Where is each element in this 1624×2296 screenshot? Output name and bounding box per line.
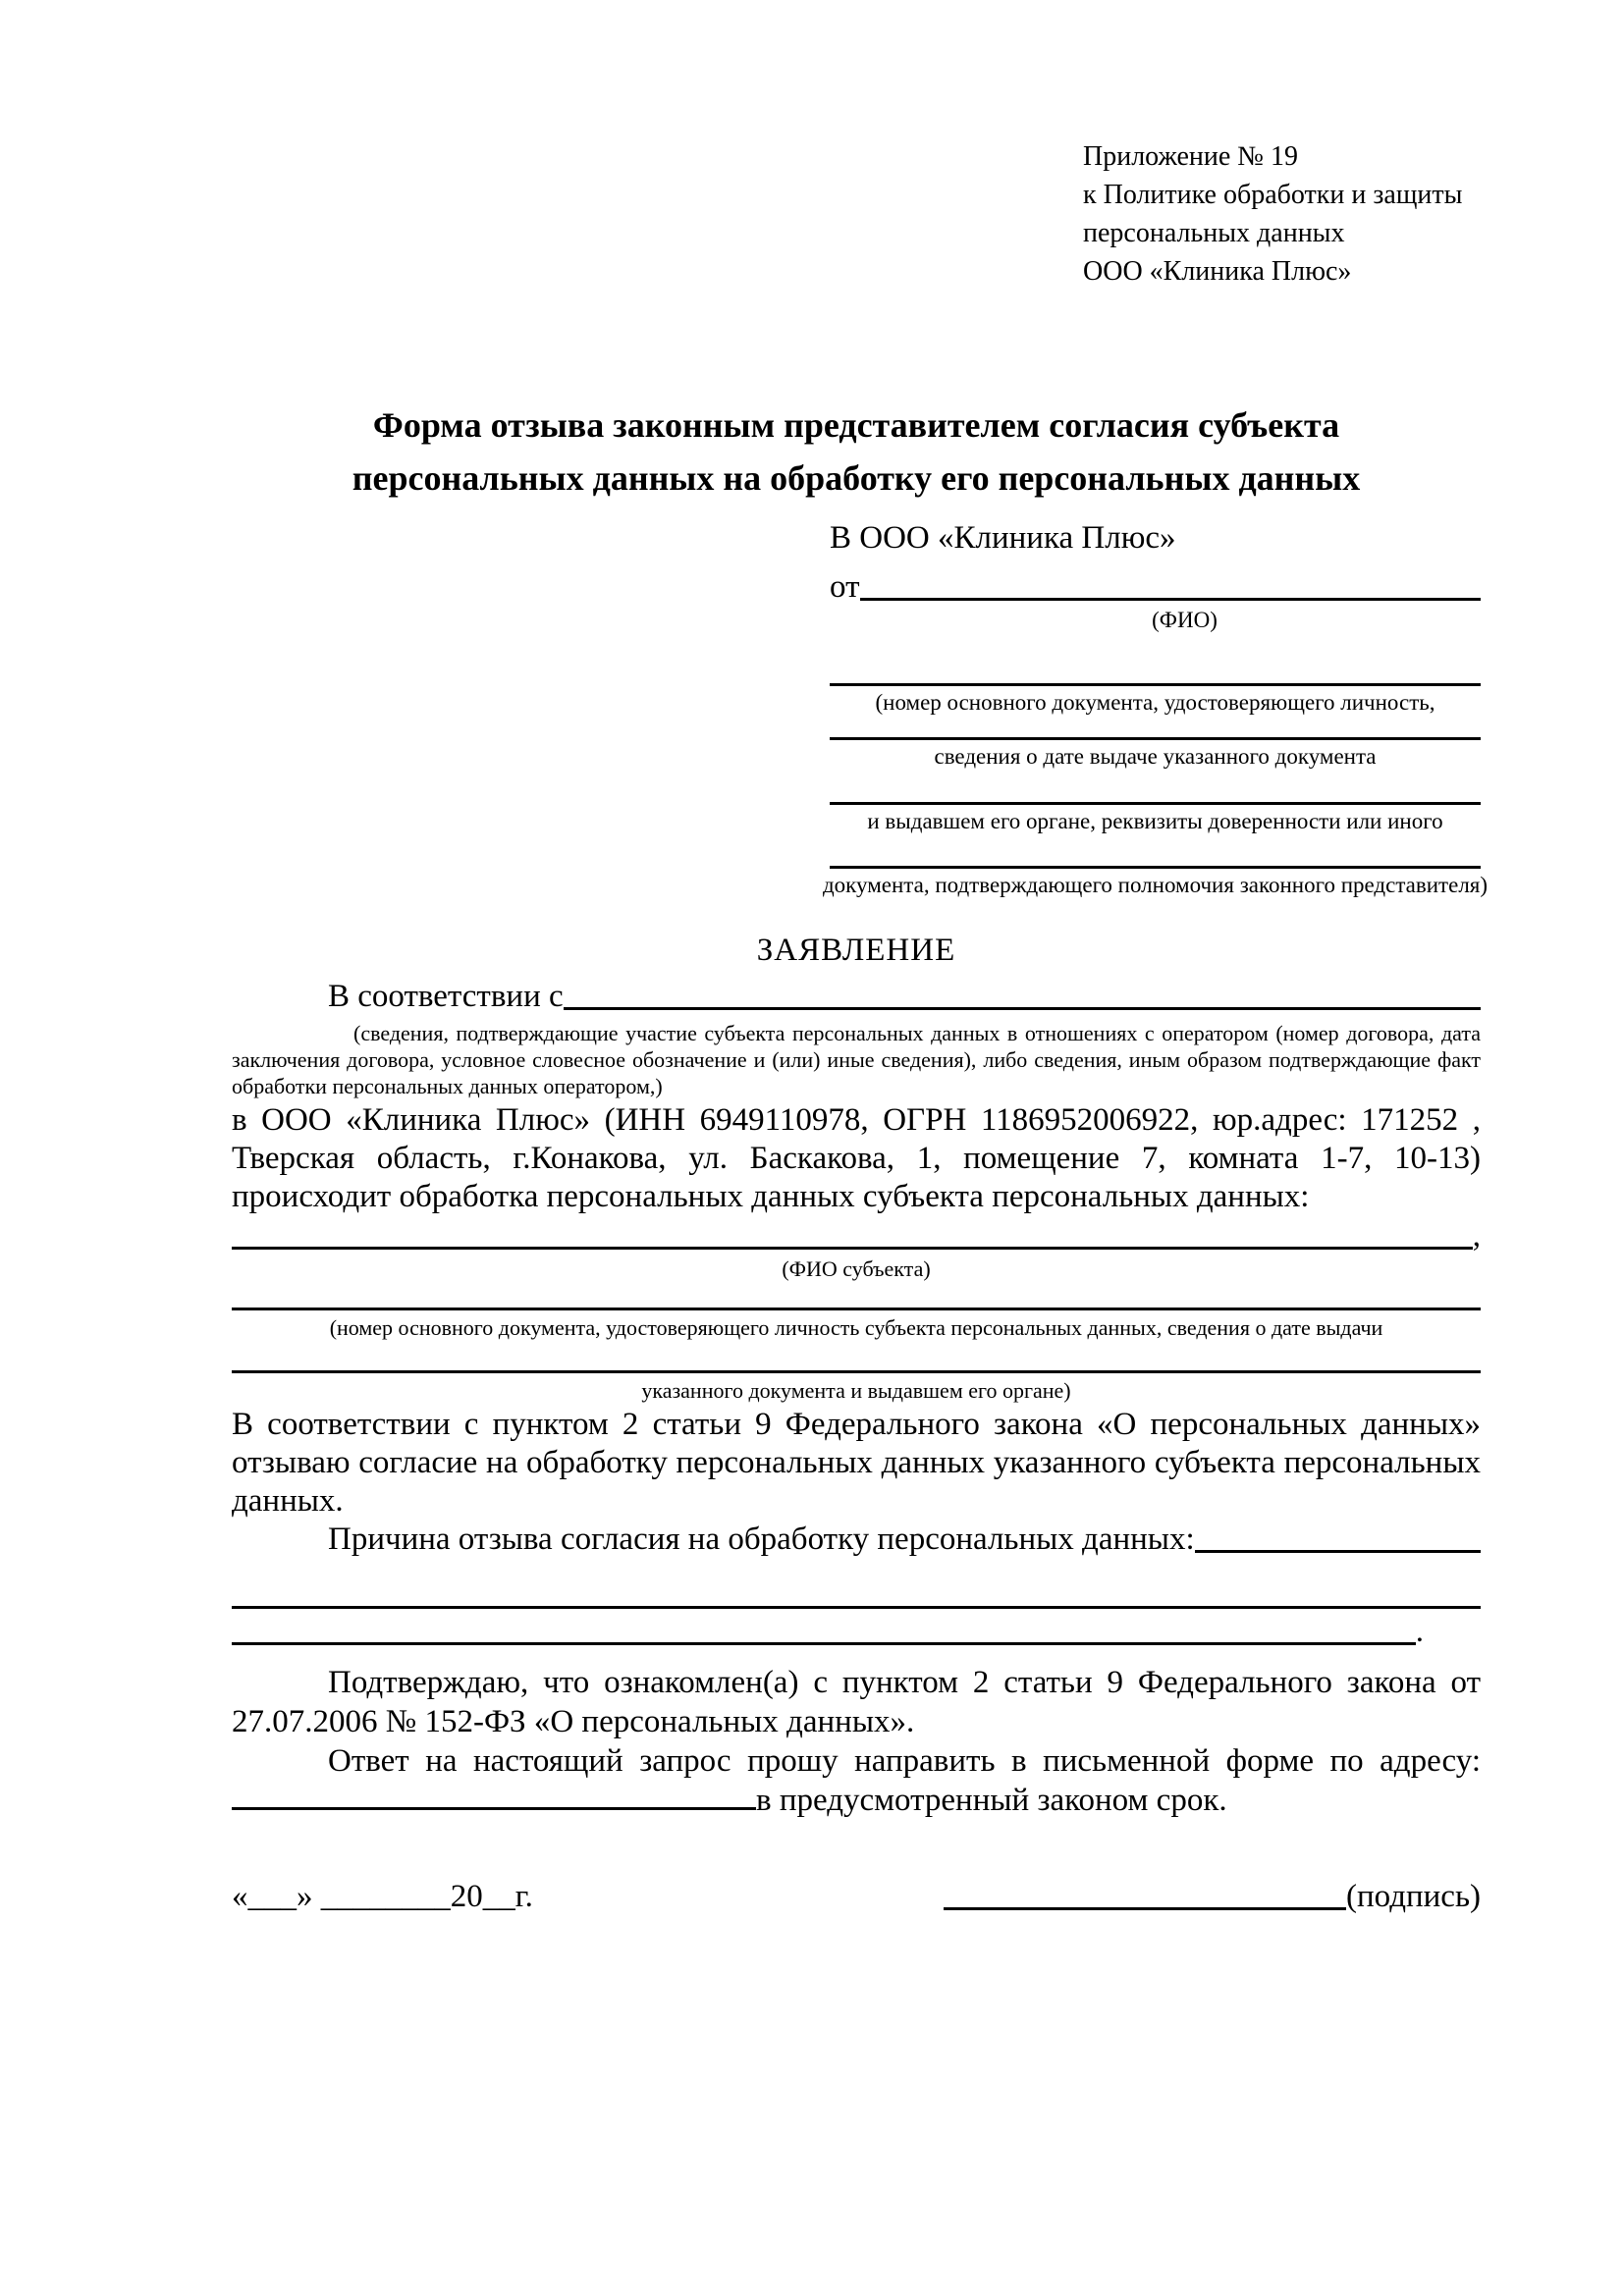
addressee-to: В ООО «Клиника Плюс»: [830, 520, 1176, 556]
appendix-line-3: персональных данных: [1083, 218, 1345, 248]
reason-row-last: [232, 1613, 1424, 1651]
signature-group: [944, 1877, 1481, 1916]
intro-caption: (сведения, подтверждающие участие субъекта персональных данных в отношениях с оператором (номер договора, дата заключения договора, условное словесное обозначение и (или) иные сведения), либо сведения, иным образом подтверждающие факт обработки персональных данных оператором,): [232, 1021, 1481, 1098]
appendix-note: [1083, 137, 1462, 291]
signature-field[interactable]: [944, 1907, 1346, 1910]
subject-doc-field-1[interactable]: [232, 1308, 1481, 1310]
reason-field[interactable]: [1195, 1549, 1481, 1553]
representative-doc-field-1[interactable]: [830, 683, 1481, 686]
date-blank: «___» ________20__г.: [232, 1879, 533, 1914]
statement-heading: ЗАЯВЛЕНИЕ: [756, 933, 956, 968]
representative-fio-field[interactable]: [860, 597, 1482, 601]
appendix-line-1: Приложение № 19: [1083, 141, 1298, 172]
representative-doc-field-2[interactable]: [830, 737, 1481, 740]
reply-address-field[interactable]: [232, 1807, 756, 1810]
withdrawal-paragraph: В соответствии с пунктом 2 статьи 9 Федерального закона «О персональных данных» отзываю согласие на обработку персональных данных указанного субъекта персональных данных.: [232, 1407, 1481, 1519]
basis-field[interactable]: [564, 1006, 1481, 1010]
reply-tail: в предусмотренный законом срок.: [756, 1783, 1227, 1818]
representative-doc-field-3[interactable]: [830, 802, 1481, 805]
confirm-paragraph: Подтверждаю, что ознакомлен(а) с пунктом 2 статьи 9 Федерального закона от 27.07.2006 № 152-ФЗ «О персональных данных».: [232, 1665, 1481, 1739]
reason-field-line-3[interactable]: [232, 1641, 1416, 1645]
signature-caption: (подпись): [1346, 1879, 1481, 1914]
representative-doc-field-4[interactable]: [830, 866, 1481, 869]
from-label: от: [830, 569, 860, 605]
representative-doc-caption-4: документа, подтверждающего полномочия законного представителя): [822, 873, 1489, 897]
representative-doc-caption-1: (номер основного документа, удостоверяющего личность,: [875, 690, 1435, 715]
fio-caption: (ФИО): [1152, 608, 1218, 632]
form-title-line-2: персональных данных на обработку его персональных данных: [352, 458, 1361, 498]
footer-row: [232, 1877, 1481, 1916]
subject-fio-field[interactable]: [232, 1246, 1473, 1250]
reason-row: [232, 1521, 1481, 1559]
subject-fio-comma: ,: [1472, 1218, 1481, 1254]
intro-lead: В соответствии с: [328, 979, 564, 1014]
statement-body: [232, 977, 1481, 1916]
subject-doc-caption-1: (номер основного документа, удостоверяющего личность субъекта персональных данных, сведения о дате выдачи: [329, 1315, 1383, 1340]
form-title: [232, 399, 1481, 505]
sentence-period: .: [1415, 1614, 1424, 1649]
from-row: [830, 567, 1481, 607]
operator-paragraph: в ООО «Клиника Плюс» (ИНН 6949110978, ОГРН 1186952006922, юр.адрес: 171252 , Тверская область, г.Конакова, ул. Баскакова, 1, помещение 7, комната 1-7, 10-13) происходит обработка персональных данных субъекта персональных данных:: [232, 1102, 1481, 1214]
representative-doc-caption-3: и выдавшем его органе, реквизиты доверенности или иного: [867, 809, 1443, 833]
subject-fio-row: [232, 1217, 1481, 1255]
addressee-block: [822, 518, 1489, 898]
reply-paragraph: [232, 1741, 1481, 1820]
reply-lead: Ответ на настоящий запрос прошу направить в письменной форме по адресу:: [328, 1743, 1481, 1779]
appendix-line-4: ООО «Клиника Плюс»: [1083, 256, 1352, 287]
reason-lead: Причина отзыва согласия на обработку персональных данных:: [328, 1522, 1195, 1557]
appendix-line-2: к Политике обработки и защиты: [1083, 180, 1463, 210]
subject-doc-field-2[interactable]: [232, 1370, 1481, 1373]
reason-field-line-2[interactable]: [232, 1606, 1481, 1609]
subject-fio-caption: (ФИО субъекта): [782, 1256, 931, 1281]
representative-doc-caption-2: сведения о дате выдаче указанного документа: [934, 744, 1377, 769]
form-title-line-1: Форма отзыва законным представителем согласия субъекта: [372, 405, 1340, 445]
subject-doc-caption-2: указанного документа и выдавшем его органе): [641, 1378, 1071, 1403]
intro-row: [232, 977, 1481, 1016]
